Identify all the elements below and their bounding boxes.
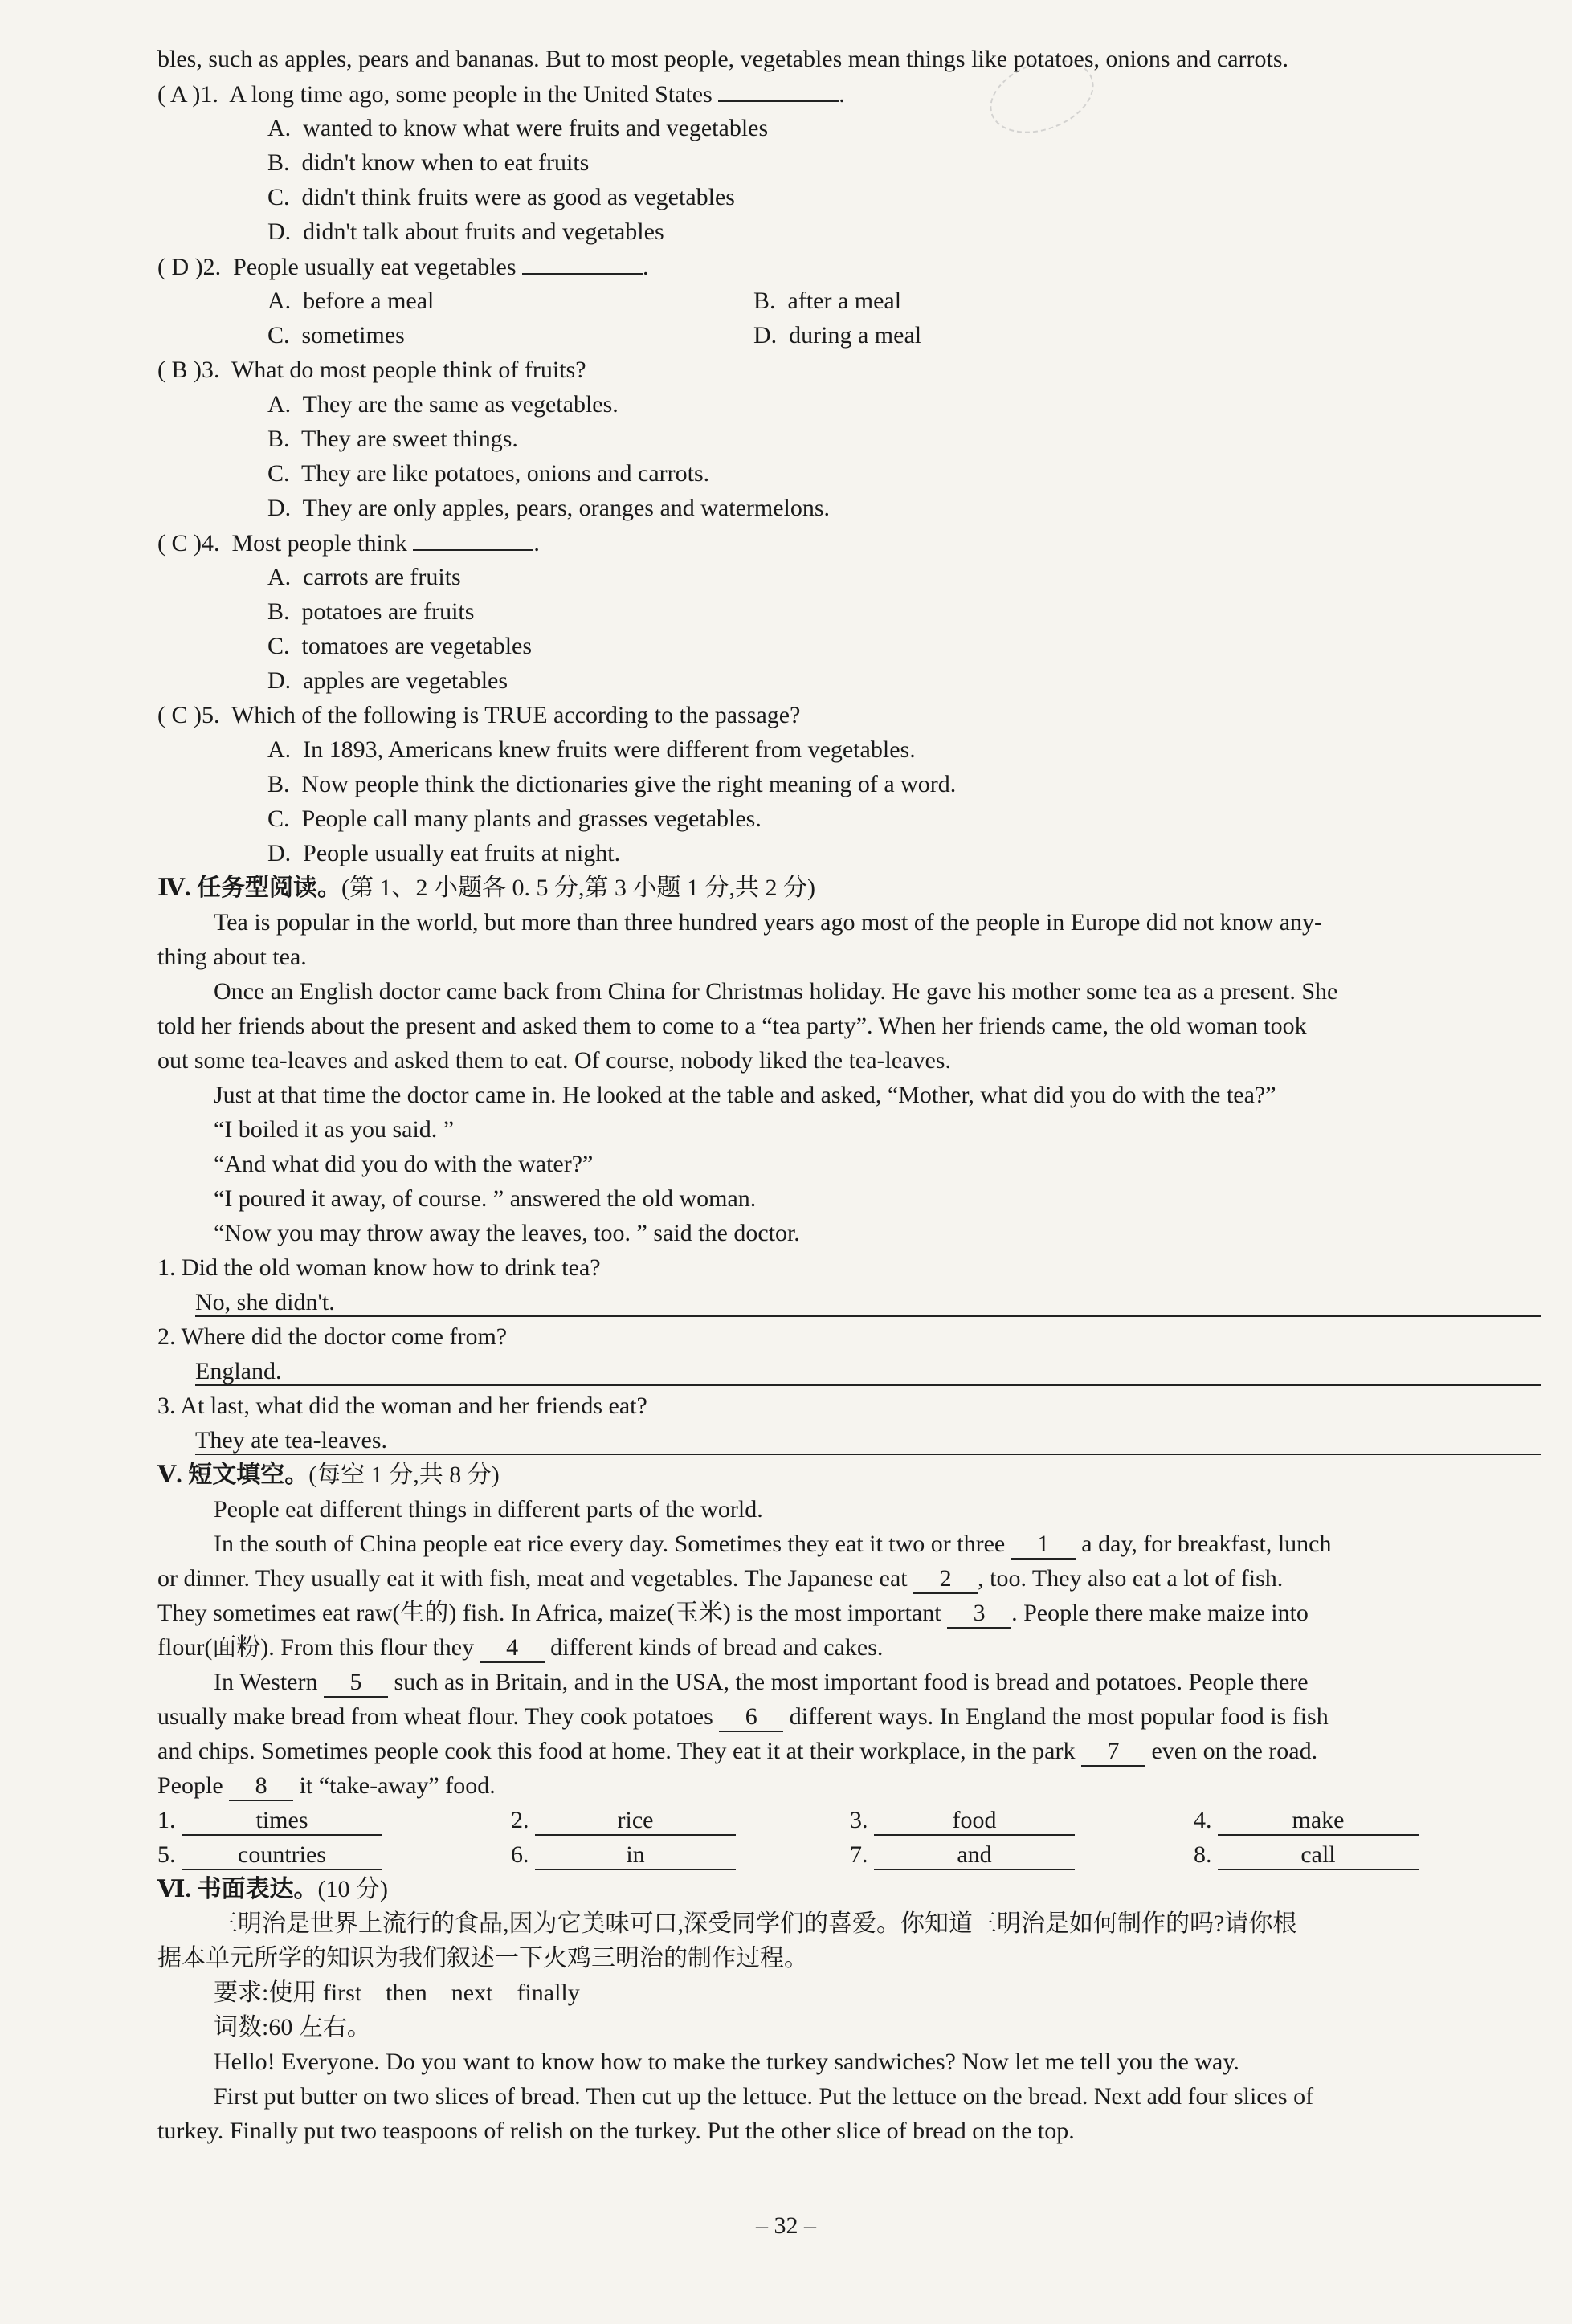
answer-item: 6. in (511, 1837, 736, 1872)
requirement-line: 要求:使用 first then next finally (214, 1979, 580, 2006)
option: D. during a meal (753, 322, 922, 349)
option: C. They are like potatoes, onions and carrots. (267, 460, 710, 487)
option: A. In 1893, Americans knew fruits were different from vegetables. (267, 736, 916, 763)
question-stem: People usually eat vegetables (233, 254, 517, 280)
answer-line (195, 1384, 1541, 1386)
passage-line: In Western 5 such as in Britain, and in the USA, the most important food is bread and potatoes. People there (214, 1665, 1309, 1699)
prompt-line: 据本单元所学的知识为我们叙述一下火鸡三明治的制作过程。 (157, 1945, 808, 1971)
fill-answer: food (874, 1807, 1075, 1836)
answer-blank (522, 249, 643, 275)
option: B. They are sweet things. (267, 426, 518, 452)
section-title: Ⅵ. 书面表达。 (157, 1876, 318, 1902)
answer-blank (413, 525, 533, 551)
question-2: ( D )2. People usually eat vegetables . (157, 249, 649, 284)
passage-line: Tea is popular in the world, but more than three hundred years ago most of the people in Europe did not know any- (214, 909, 1323, 936)
answer-item: 4. make (1194, 1803, 1419, 1837)
fill-answer: call (1218, 1841, 1419, 1870)
answer-mark: ( D )2. (157, 254, 222, 280)
question-stem: What do most people think of fruits? (231, 357, 586, 383)
fill-answer: countries (182, 1841, 382, 1870)
passage-line: People eat different things in different parts of the world. (214, 1496, 763, 1523)
essay-line: turkey. Finally put two teaspoons of relish on the turkey. Put the other slice of bread on the top. (157, 2118, 1075, 2144)
question-stem: Most people think (231, 530, 407, 557)
fill-answer: in (535, 1841, 736, 1870)
option: A. carrots are fruits (267, 564, 461, 590)
question-stem: A long time ago, some people in the United States (229, 81, 713, 108)
question-5 (157, 698, 800, 732)
blank-number: 8 (229, 1772, 293, 1801)
passage-line: “Now you may throw away the leaves, too. ” said the doctor. (214, 1220, 800, 1246)
option: C. People call many plants and grasses vegetables. (267, 805, 762, 832)
question-stem: Which of the following is TRUE according to the passage? (231, 702, 801, 728)
section-note: (10 分) (317, 1876, 388, 1902)
passage-line: In the south of China people eat rice every day. Sometimes they eat it two or three 1 a day, for breakfast, lunch (214, 1527, 1332, 1561)
prompt-line: 三明治是世界上流行的食品,因为它美味可口,深受同学们的喜爱。你知道三明治是如何制作的吗?请你根 (214, 1910, 1297, 1937)
intro-tail: bles, such as apples, pears and bananas. But to most people, vegetables mean things like potatoes, onions and carrots. (157, 46, 1288, 72)
section-note: (每空 1 分,共 8 分) (308, 1462, 500, 1488)
passage-line: “And what did you do with the water?” (214, 1151, 594, 1177)
option: B. potatoes are fruits (267, 598, 475, 625)
blank-number: 2 (913, 1565, 978, 1594)
option: C. didn't think fruits were as good as vegetables (267, 184, 735, 210)
passage-line: and chips. Sometimes people cook this food at home. They eat it at their workplace, in the park 7 even on the road. (157, 1734, 1317, 1768)
option: D. They are only apples, pears, oranges and watermelons. (267, 495, 831, 521)
blank-number: 1 (1011, 1531, 1076, 1560)
answer-line (195, 1315, 1541, 1317)
blank-number: 6 (719, 1703, 783, 1732)
answer-mark: ( C )4. (157, 530, 220, 557)
blank-number: 5 (324, 1669, 388, 1698)
question-3 (157, 353, 586, 387)
question-1: ( A )1. A long time ago, some people in the United States . (157, 76, 845, 112)
answer-mark: ( C )5. (157, 702, 220, 728)
section-note: (第 1、2 小题各 0. 5 分,第 3 小题 1 分,共 2 分) (341, 875, 816, 901)
passage-line: told her friends about the present and asked them to come to a “tea party”. When her friends came, the old woman took (157, 1013, 1307, 1039)
page-number: – 32 – (756, 2212, 816, 2239)
answer-item: 1. times (157, 1803, 382, 1837)
answer-item: 7. and (850, 1837, 1075, 1872)
section-iv-heading (157, 870, 815, 905)
passage-line: usually make bread from wheat flour. They cook potatoes 6 different ways. In England the most popular food is fish (157, 1699, 1329, 1734)
section-vi-heading (157, 1872, 388, 1906)
passage-line: thing about tea. (157, 944, 307, 970)
option: D. didn't talk about fruits and vegetables (267, 218, 664, 245)
answer-mark: ( B )3. (157, 357, 220, 383)
passage-line: “I poured it away, of course. ” answered the old woman. (214, 1185, 757, 1212)
passage-line: “I boiled it as you said. ” (214, 1116, 455, 1143)
fill-answer: times (182, 1807, 382, 1836)
blank-number: 4 (480, 1634, 545, 1663)
fill-answer: make (1218, 1807, 1419, 1836)
answer-item: 8. call (1194, 1837, 1419, 1872)
reading-question: 1. Did the old woman know how to drink tea? (157, 1254, 601, 1281)
option: B. after a meal (753, 287, 902, 314)
reading-answer: They ate tea-leaves. (195, 1427, 388, 1454)
answer-blank (718, 76, 839, 102)
passage-line: Just at that time the doctor came in. He looked at the table and asked, “Mother, what did you do with the tea?” (214, 1082, 1276, 1108)
fill-answer: and (874, 1841, 1075, 1870)
option: A. wanted to know what were fruits and vegetables (267, 115, 769, 141)
option: C. tomatoes are vegetables (267, 633, 533, 659)
word-count-line: 词数:60 左右。 (214, 2014, 371, 2041)
passage-line: Once an English doctor came back from China for Christmas holiday. He gave his mother some tea as a present. She (214, 978, 1338, 1005)
reading-question: 2. Where did the doctor come from? (157, 1323, 508, 1350)
passage-line: People 8 it “take-away” food. (157, 1768, 496, 1803)
option: A. before a meal (267, 287, 435, 314)
passage-line: flour(面粉). From this flour they 4 different kinds of bread and cakes. (157, 1630, 883, 1665)
passage-line: They sometimes eat raw(生的) fish. In Africa, maize(玉米) is the most important 3 . People there make maize into (157, 1596, 1309, 1630)
blank-number: 3 (947, 1600, 1011, 1629)
question-4: ( C )4. Most people think . (157, 525, 540, 561)
reading-answer: No, she didn't. (195, 1289, 335, 1315)
reading-question: 3. At last, what did the woman and her friends eat? (157, 1392, 647, 1419)
essay-line: First put butter on two slices of bread. Then cut up the lettuce. Put the lettuce on the bread. Next add four slices of (214, 2083, 1314, 2110)
option: A. They are the same as vegetables. (267, 391, 619, 418)
answer-mark: ( A )1. (157, 81, 218, 108)
answer-line (195, 1454, 1541, 1455)
option: B. didn't know when to eat fruits (267, 149, 590, 176)
section-v-heading (157, 1458, 500, 1492)
option: B. Now people think the dictionaries give the right meaning of a word. (267, 771, 957, 797)
essay-line: Hello! Everyone. Do you want to know how to make the turkey sandwiches? Now let me tell you the way. (214, 2049, 1239, 2075)
reading-answer: England. (195, 1358, 282, 1384)
answer-item: 3. food (850, 1803, 1075, 1837)
option: C. sometimes (267, 322, 405, 349)
section-title: Ⅴ. 短文填空。 (157, 1462, 309, 1488)
section-title: Ⅳ. 任务型阅读。 (157, 875, 342, 901)
answer-item: 2. rice (511, 1803, 736, 1837)
blank-number: 7 (1081, 1738, 1145, 1767)
passage-line: or dinner. They usually eat it with fish, meat and vegetables. The Japanese eat 2 , too. They also eat a lot of fish. (157, 1561, 1283, 1596)
answer-item: 5. countries (157, 1837, 382, 1872)
passage-line: out some tea-leaves and asked them to eat. Of course, nobody liked the tea-leaves. (157, 1047, 951, 1074)
fill-answer: rice (535, 1807, 736, 1836)
option: D. People usually eat fruits at night. (267, 840, 621, 866)
option: D. apples are vegetables (267, 667, 508, 694)
